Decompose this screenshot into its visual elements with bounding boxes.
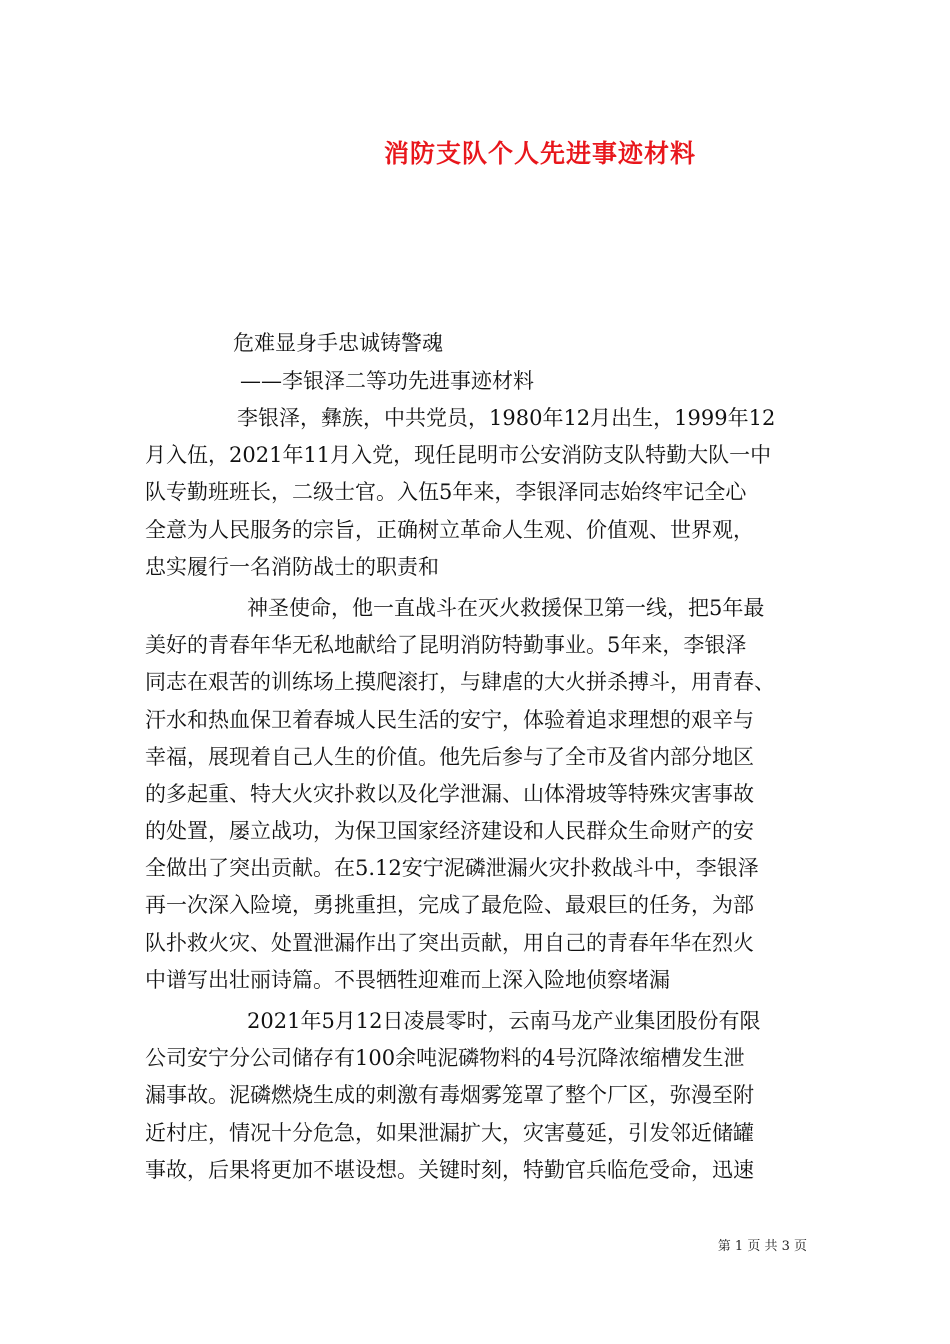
paragraph-3 bbox=[145, 1003, 825, 1189]
text-line: 全做出了突出贡献。在5.12安宁泥磷泄漏火灾扑救战斗中，李银泽 bbox=[145, 856, 759, 881]
text-line: 中谱写出壮丽诗篇。不畏牺牲迎难而上深入险地侦察堵漏 bbox=[145, 967, 670, 992]
text-line: 的处置，屡立战功，为保卫国家经济建设和人民群众生命财产的安 bbox=[145, 819, 754, 844]
text-line: 忠实履行一名消防战士的职责和 bbox=[145, 554, 439, 579]
text-line: 美好的青春年华无私地献给了昆明消防特勤事业。5年来，李银泽 bbox=[145, 633, 747, 658]
text-line: 全意为人民服务的宗旨，正确树立革命人生观、价值观、世界观， bbox=[145, 517, 754, 542]
text-line: 神圣使命，他一直战斗在灭火救援保卫第一线，把5年最 bbox=[247, 595, 765, 620]
text-line: 月入伍，2021年11月入党，现任昆明市公安消防支队特勤大队一中 bbox=[145, 443, 772, 468]
text-line: 2021年5月12日凌晨零时，云南马龙产业集团股份有限 bbox=[247, 1009, 761, 1033]
text-line: 再一次深入险境，勇挑重担，完成了最危险、最艰巨的任务，为部 bbox=[145, 893, 754, 918]
text-line: 的多起重、特大火灾扑救以及化学泄漏、山体滑坡等特殊灾害事故 bbox=[145, 781, 754, 806]
document-subtitle: 危难显身手忠诚铸警魂 bbox=[233, 331, 443, 355]
text-line: 同志在艰苦的训练场上摸爬滚打，与肆虐的大火拼杀搏斗，用青春、 bbox=[145, 670, 775, 695]
text-line: 李银泽，彝族，中共党员，1980年12月出生，1999年12 bbox=[237, 406, 776, 430]
document-title: 消防支队个人先进事迹材料 bbox=[383, 139, 696, 168]
document-body bbox=[145, 400, 825, 1189]
document-byline: ——李银泽二等功先进事迹材料 bbox=[240, 369, 534, 393]
text-line: 队扑救火灾、处置泄漏作出了突出贡献，用自己的青春年华在烈火 bbox=[145, 930, 754, 955]
page-footer: 第 1 页 共 3 页 bbox=[717, 1239, 807, 1254]
paragraph-2 bbox=[145, 590, 825, 999]
text-line: 队专勤班班长，二级士官。入伍5年来，李银泽同志始终牢记全心 bbox=[145, 480, 747, 505]
text-line: 汗水和热血保卫着春城人民生活的安宁，体验着追求理想的艰辛与 bbox=[145, 707, 754, 732]
text-line: 公司安宁分公司储存有100余吨泥磷物料的4号沉降浓缩槽发生泄 bbox=[145, 1046, 745, 1071]
paragraph-1 bbox=[145, 400, 825, 586]
text-line: 漏事故。泥磷燃烧生成的刺激有毒烟雾笼罩了整个厂区，弥漫至附 bbox=[145, 1083, 754, 1108]
text-line: 事故，后果将更加不堪设想。关键时刻，特勤官兵临危受命，迅速 bbox=[145, 1157, 754, 1182]
text-line: 幸福，展现着自己人生的价值。他先后参与了全市及省内部分地区 bbox=[145, 744, 754, 769]
text-line: 近村庄，情况十分危急，如果泄漏扩大，灾害蔓延，引发邻近储罐 bbox=[145, 1120, 754, 1145]
